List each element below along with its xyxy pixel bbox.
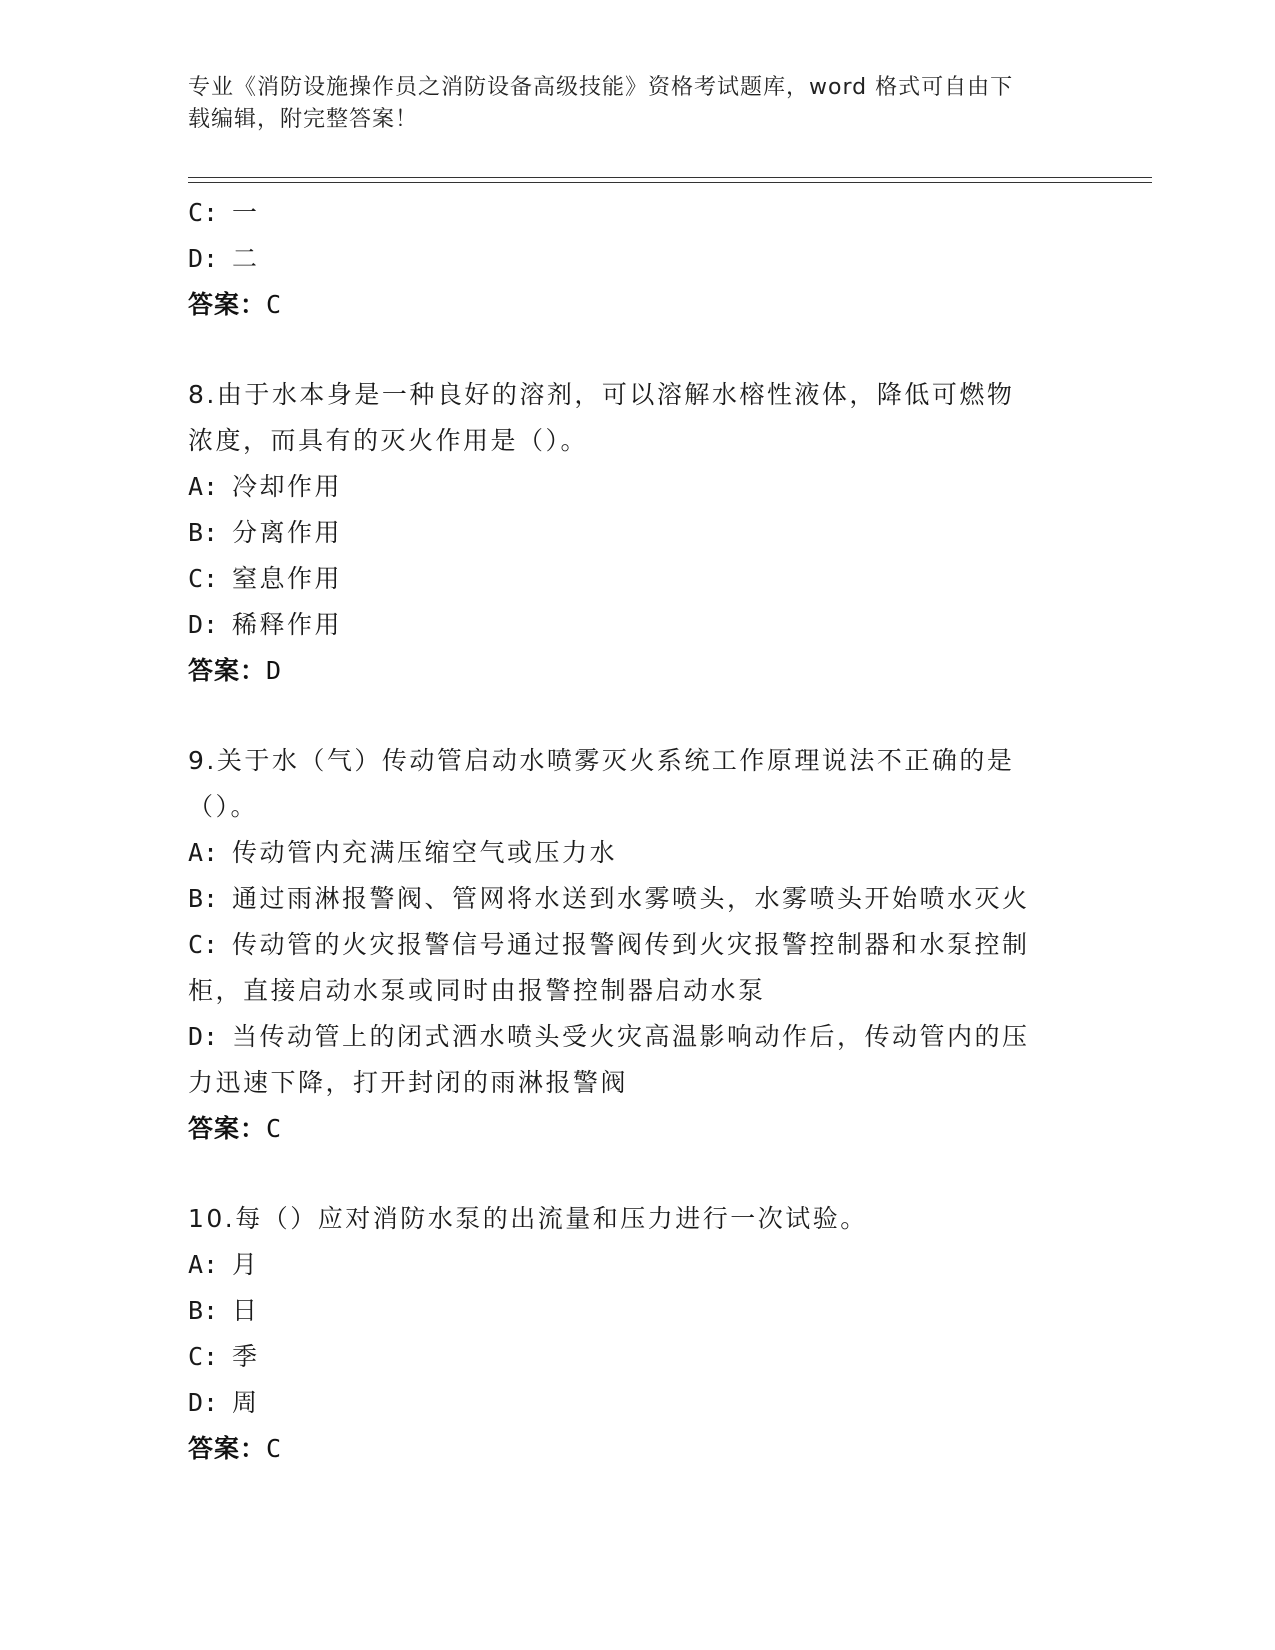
option-b (188, 876, 1088, 922)
option-a (188, 464, 1088, 510)
header-line-2: 载编辑，附完整答案！ (188, 107, 419, 132)
header-line-1: 专业《消防设施操作员之消防设备高级技能》资格考试题库，word 格式可自由下 (188, 75, 1014, 100)
option-label: A: (188, 838, 219, 867)
option-text: 通过雨淋报警阀、管网将水送到水雾喷头，水雾喷头开始喷水灭火 (232, 884, 1030, 913)
document-header (188, 72, 1068, 136)
answer-label: 答案： (188, 656, 267, 685)
question-partial (188, 190, 1088, 328)
stem-line: （）。 (188, 792, 259, 821)
answer-value: D (266, 656, 283, 685)
option-label: D: (188, 1388, 219, 1417)
option-text: 稀释作用 (232, 610, 343, 639)
option-d (188, 602, 1088, 648)
question-9 (188, 738, 1088, 1152)
option-label: C: (188, 930, 219, 959)
answer-line (188, 1106, 1088, 1152)
option-text: 日 (232, 1296, 260, 1325)
option-label: A: (188, 1250, 219, 1279)
option-d (188, 1014, 1088, 1060)
question-list (188, 190, 1088, 1472)
answer-value: C (266, 290, 283, 319)
question-10 (188, 1196, 1088, 1472)
option-label: C: (188, 564, 219, 593)
answer-label: 答案： (188, 1434, 267, 1463)
option-label: A: (188, 472, 219, 501)
option-text: 月 (232, 1250, 260, 1279)
option-label: B: (188, 1296, 219, 1325)
option-c (188, 190, 1088, 236)
answer-label: 答案： (188, 1114, 267, 1143)
option-c (188, 922, 1088, 968)
question-stem (188, 738, 1088, 830)
option-text-continued: 柜，直接启动水泵或同时由报警控制器启动水泵 (188, 976, 766, 1005)
option-label: D: (188, 610, 219, 639)
option-a (188, 830, 1088, 876)
question-stem (188, 372, 1088, 464)
option-c (188, 556, 1088, 602)
stem-line: 10.每（）应对消防水泵的出流量和压力进行一次试验。 (188, 1204, 868, 1233)
stem-line: 9.关于水（气）传动管启动水喷雾灭火系统工作原理说法不正确的是 (188, 746, 1015, 775)
header-divider (188, 177, 1152, 183)
option-text: 周 (232, 1388, 260, 1417)
answer-value: C (266, 1114, 283, 1143)
option-text: 传动管内充满压缩空气或压力水 (232, 838, 618, 867)
answer-label: 答案： (188, 290, 267, 319)
answer-line (188, 648, 1088, 694)
stem-line: 8.由于水本身是一种良好的溶剂，可以溶解水榕性液体，降低可燃物 (188, 380, 1015, 409)
option-d (188, 1380, 1088, 1426)
option-label: C: (188, 198, 219, 227)
option-c (188, 1334, 1088, 1380)
option-text-continued: 力迅速下降，打开封闭的雨淋报警阀 (188, 1068, 629, 1097)
option-label: B: (188, 884, 219, 913)
answer-line (188, 1426, 1088, 1472)
stem-line: 浓度，而具有的灭火作用是（）。 (188, 426, 589, 455)
answer-line (188, 282, 1088, 328)
option-text: 传动管的火灾报警信号通过报警阀传到火灾报警控制器和水泵控制 (232, 930, 1030, 959)
question-8 (188, 372, 1088, 694)
option-text: 二 (232, 244, 260, 273)
option-text: 当传动管上的闭式洒水喷头受火灾高温影响动作后，传动管内的压 (232, 1022, 1030, 1051)
option-a (188, 1242, 1088, 1288)
option-label: C: (188, 1342, 219, 1371)
option-text: 一 (232, 198, 260, 227)
option-d (188, 236, 1088, 282)
option-label: D: (188, 1022, 219, 1051)
option-text: 季 (232, 1342, 260, 1371)
option-b (188, 510, 1088, 556)
answer-value: C (266, 1434, 283, 1463)
option-label: B: (188, 518, 219, 547)
option-text: 窒息作用 (232, 564, 343, 593)
question-stem (188, 1196, 1088, 1242)
option-text: 分离作用 (232, 518, 343, 547)
option-b (188, 1288, 1088, 1334)
option-text: 冷却作用 (232, 472, 343, 501)
option-label: D: (188, 244, 219, 273)
